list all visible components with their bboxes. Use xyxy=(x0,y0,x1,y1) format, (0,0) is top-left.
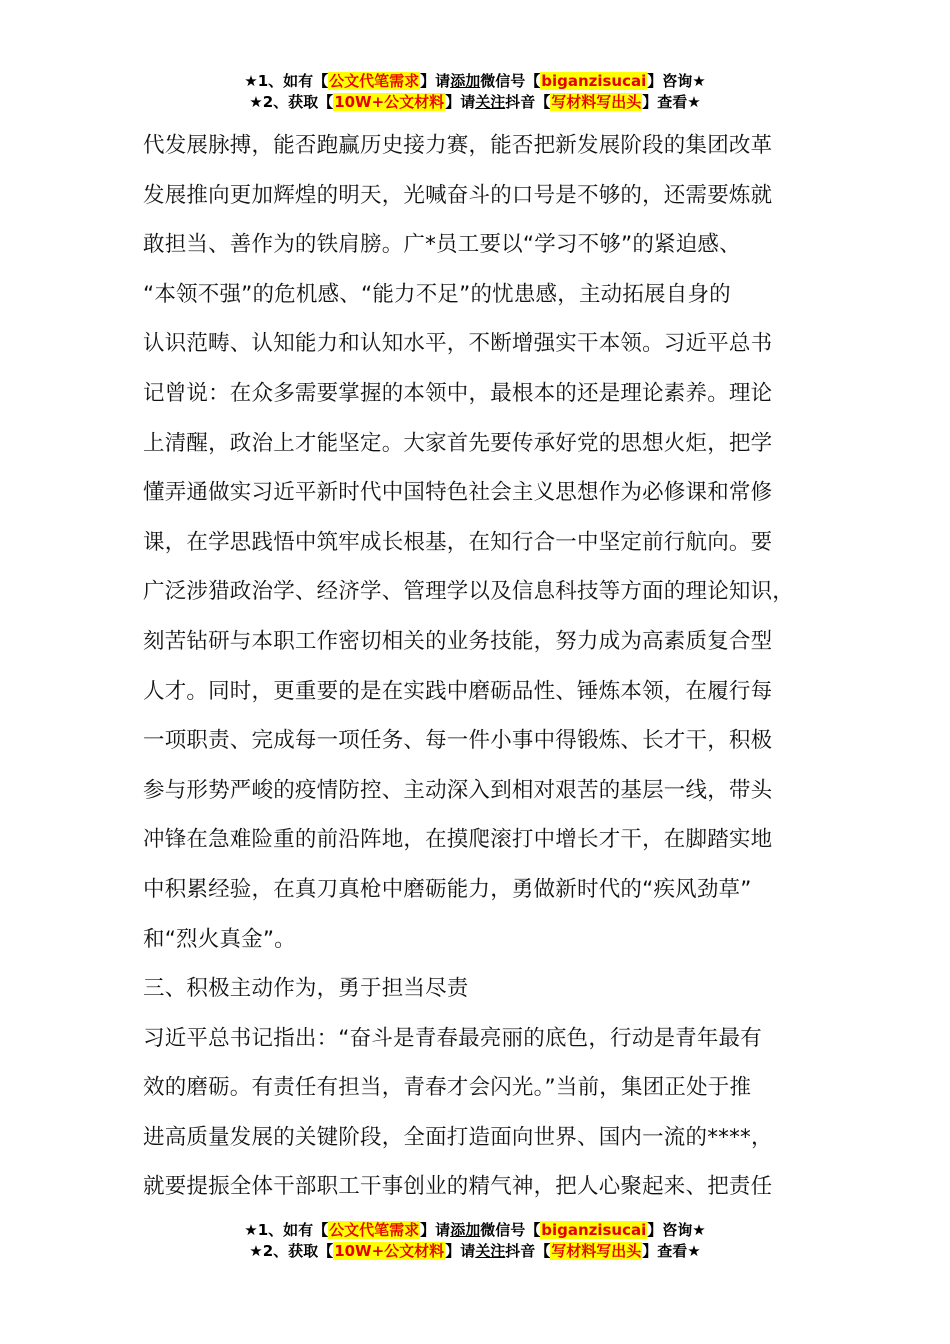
banner-line-2 xyxy=(0,92,950,113)
banner-line-2 xyxy=(0,1241,950,1262)
banner-text: 】请 xyxy=(445,93,476,111)
underline-add: 添加 xyxy=(450,1221,481,1239)
banner-text: 微信号【 xyxy=(480,72,541,90)
highlight-wechat-id: biganzisucai xyxy=(541,72,647,90)
text-line: 记曾说：在众多需要掌握的本领中，最根本的还是理论素养。理论 xyxy=(143,380,773,406)
text-line: 习近平总书记指出：“奋斗是青春最亮丽的底色，行动是青年最有 xyxy=(143,1025,762,1051)
text-line: 和“烈火真金”。 xyxy=(143,926,296,952)
text-line: 效的磨砺。有责任有担当，青春才会闪光。”当前，集团正处于推 xyxy=(143,1075,752,1101)
highlight-writing-service: 公文代笔需求 xyxy=(329,1221,420,1239)
text-line: 认识范畴、认知能力和认知水平，不断增强实干本领。习近平总书 xyxy=(143,331,773,357)
banner-text: ★1、如有【 xyxy=(244,72,329,90)
banner-text: 】咨询★ xyxy=(647,72,706,90)
text-line: 一项职责、完成每一项任务、每一件小事中得锻炼、长才干，积极 xyxy=(143,728,773,754)
text-line: 懂弄通做实习近平新时代中国特色社会主义思想作为必修课和常修 xyxy=(143,480,773,506)
header-banner xyxy=(0,71,950,113)
text-line: 进高质量发展的关键阶段，全面打造面向世界、国内一流的****， xyxy=(143,1124,773,1150)
banner-text: 】请 xyxy=(445,1242,476,1260)
banner-line-1 xyxy=(0,71,950,92)
banner-text: 微信号【 xyxy=(480,1221,541,1239)
highlight-douyin-account: 写材料写出头 xyxy=(551,1242,642,1260)
banner-text: ★2、获取【 xyxy=(249,93,334,111)
footer-banner xyxy=(0,1220,950,1262)
highlight-douyin-account: 写材料写出头 xyxy=(551,93,642,111)
text-line: 发展推向更加辉煌的明天，光喊奋斗的口号是不够的，还需要炼就 xyxy=(143,182,773,208)
text-line: “本领不强”的危机感、“能力不足”的忧患感，主动拓展自身的 xyxy=(143,281,731,307)
banner-text: ★2、获取【 xyxy=(249,1242,334,1260)
banner-text: 抖音【 xyxy=(505,1242,551,1260)
text-line: 代发展脉搏，能否跑赢历史接力赛，能否把新发展阶段的集团改革 xyxy=(143,133,773,158)
banner-text: ★1、如有【 xyxy=(244,1221,329,1239)
underline-follow: 关注 xyxy=(475,1242,506,1260)
text-line: 刻苦钻研与本职工作密切相关的业务技能，努力成为高素质复合型 xyxy=(143,628,773,654)
text-line: 广泛涉猎政治学、经济学、管理学以及信息科技等方面的理论知识， xyxy=(143,579,795,605)
underline-add: 添加 xyxy=(450,72,481,90)
highlight-materials: 10W+公文材料 xyxy=(334,93,445,111)
text-line: 敢担当、善作为的铁肩膀。广*员工要以“学习不够”的紧迫感、 xyxy=(143,232,741,258)
banner-line-1 xyxy=(0,1220,950,1241)
highlight-writing-service: 公文代笔需求 xyxy=(329,72,420,90)
banner-text: 抖音【 xyxy=(505,93,551,111)
banner-text: 】请 xyxy=(420,72,451,90)
document-body xyxy=(143,121,833,1212)
section-heading: 三、积极主动作为，勇于担当尽责 xyxy=(143,976,469,1002)
banner-text: 】请 xyxy=(420,1221,451,1239)
text-line: 参与形势严峻的疫情防控、主动深入到相对艰苦的基层一线，带头 xyxy=(143,777,773,803)
highlight-wechat-id: biganzisucai xyxy=(541,1221,647,1239)
underline-follow: 关注 xyxy=(475,93,506,111)
banner-text: 】咨询★ xyxy=(647,1221,706,1239)
banner-text: 】查看★ xyxy=(642,1242,701,1260)
text-line: 人才。同时，更重要的是在实践中磨砺品性、锤炼本领，在履行每 xyxy=(143,678,773,704)
highlight-materials: 10W+公文材料 xyxy=(334,1242,445,1260)
text-line: 上清醒，政治上才能坚定。大家首先要传承好党的思想火炬，把学 xyxy=(143,430,773,456)
text-line: 就要提振全体干部职工干事创业的精气神，把人心聚起来、把责任 xyxy=(143,1174,773,1200)
text-line: 冲锋在急难险重的前沿阵地，在摸爬滚打中增长才干，在脚踏实地 xyxy=(143,827,773,853)
text-line: 中积累经验，在真刀真枪中磨砺能力，勇做新时代的“疾风劲草” xyxy=(143,876,752,902)
text-line: 课，在学思践悟中筑牢成长根基，在知行合一中坚定前行航向。要 xyxy=(143,529,773,555)
banner-text: 】查看★ xyxy=(642,93,701,111)
